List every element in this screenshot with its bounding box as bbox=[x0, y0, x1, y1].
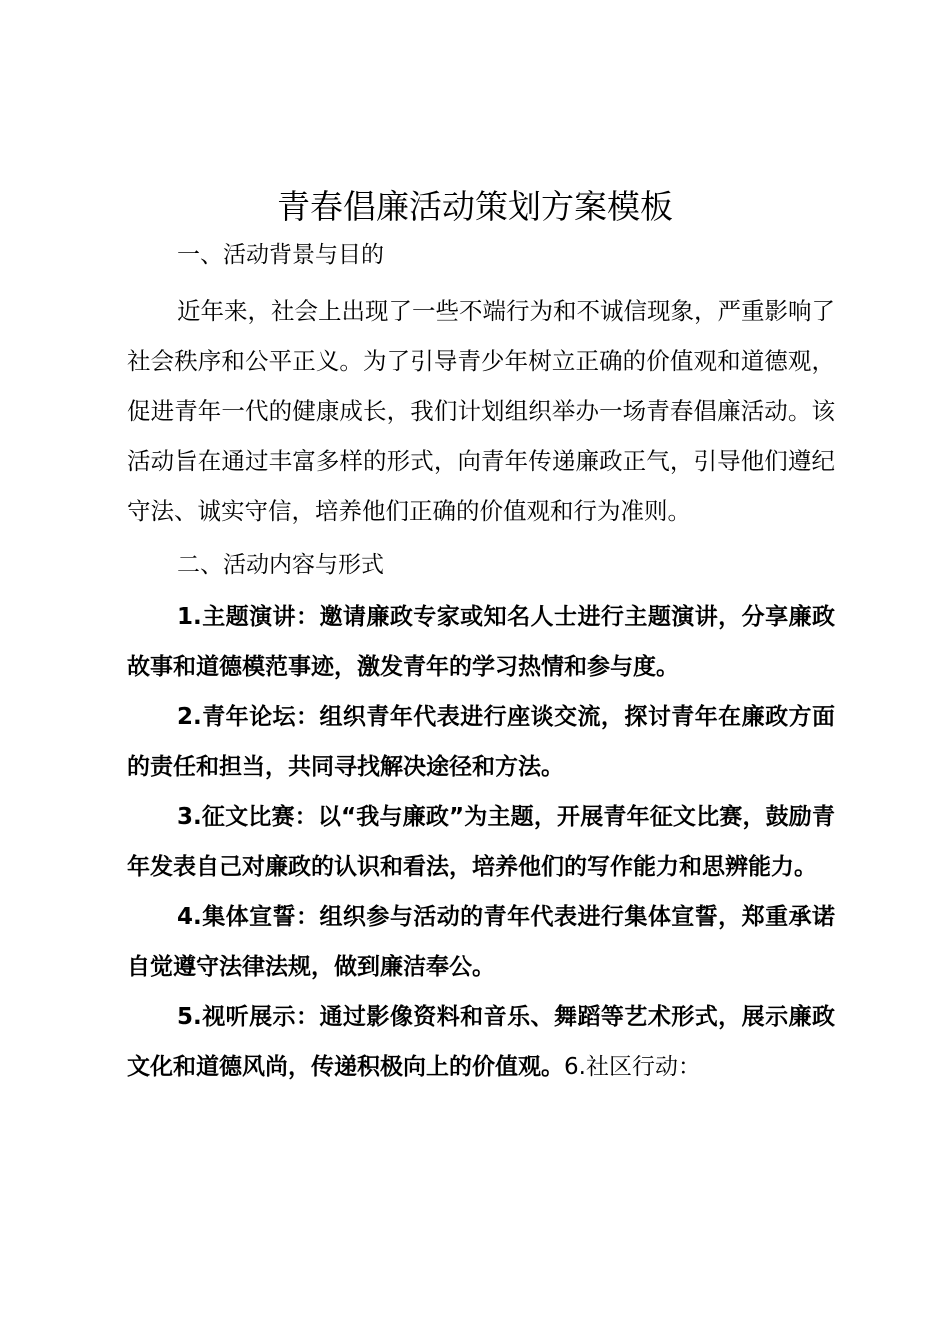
list-item-oath: 4.集体宣誓：组织参与活动的青年代表进行集体宣誓，郑重承诺自觉遵守法律法规，做到廉洁奉公。 bbox=[127, 904, 835, 980]
list-item-showcase bbox=[127, 992, 835, 1092]
list-item-essay: 3.征文比赛：以“我与廉政”为主题，开展青年征文比赛，鼓励青年发表自己对廉政的认识和看法，培养他们的写作能力和思辨能力。 bbox=[127, 804, 835, 880]
document-body bbox=[127, 236, 835, 1092]
section-heading-content: 二、活动内容与形式 bbox=[177, 552, 384, 578]
list-item-speech: 1.主题演讲：邀请廉政专家或知名人士进行主题演讲，分享廉政故事和道德模范事迹，激发青年的学习热情和参与度。 bbox=[127, 604, 835, 680]
document-title: 青春倡廉活动策划方案模板 bbox=[277, 187, 673, 226]
section-heading-background: 一、活动背景与目的 bbox=[177, 242, 384, 268]
list-item-community-start: 6.社区行动： bbox=[564, 1054, 701, 1080]
background-paragraph: 近年来，社会上出现了一些不端行为和不诚信现象，严重影响了社会秩序和公平正义。为了引导青少年树立正确的价值观和道德观，促进青年一代的健康成长，我们计划组织举办一场青春倡廉活动。该活动旨在通过丰富多样的形式，向青年传递廉政正气，引导他们遵纪守法、诚实守信，培养他们正确的价值观和行为准则。 bbox=[127, 297, 835, 525]
list-item-forum: 2.青年论坛：组织青年代表进行座谈交流，探讨青年在廉政方面的责任和担当，共同寻找解决途径和方法。 bbox=[127, 704, 835, 780]
list-item-showcase-text: 5.视听展示：通过影像资料和音乐、舞蹈等艺术形式，展示廉政文化和道德风尚，传递积极向上的价值观。 bbox=[127, 1004, 835, 1080]
